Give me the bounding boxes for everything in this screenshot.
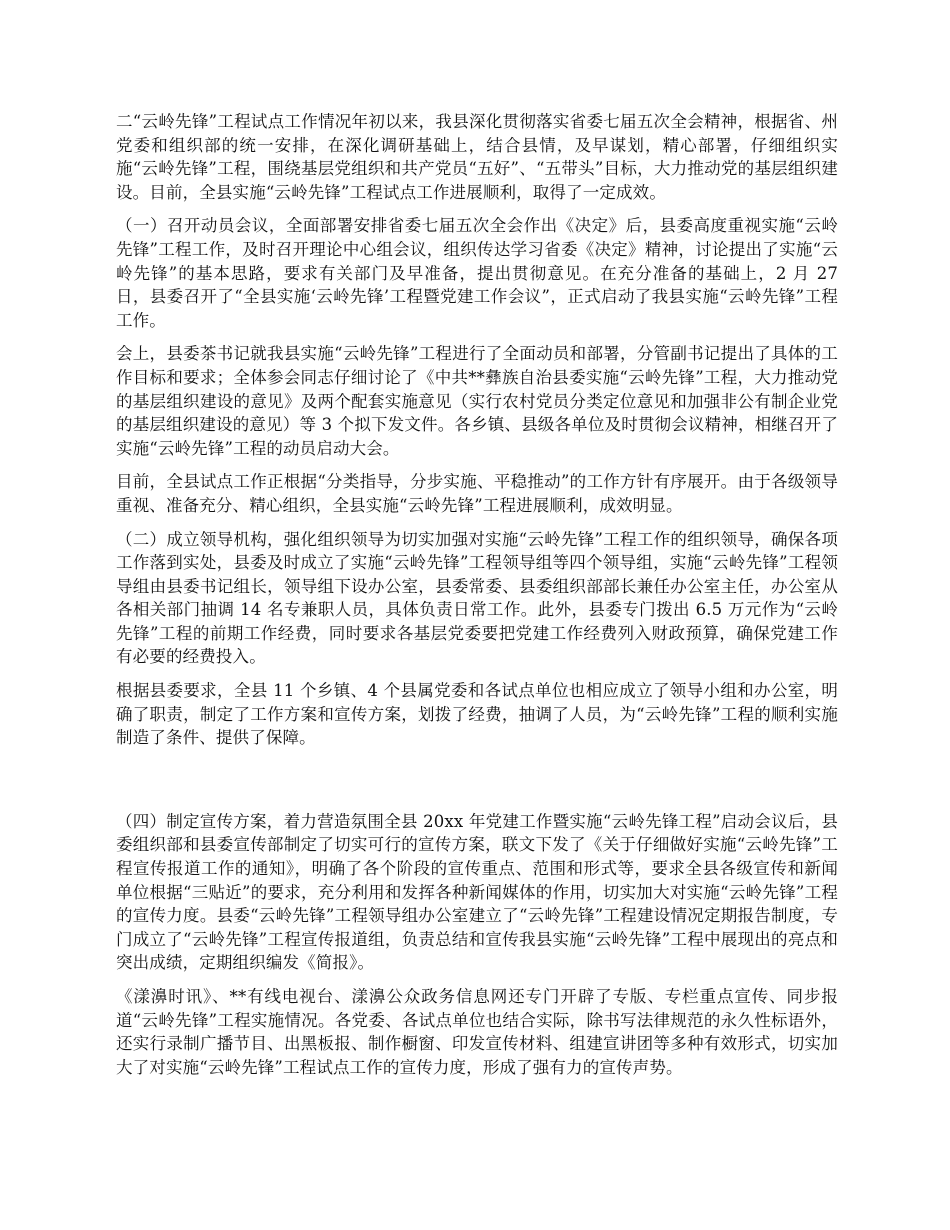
paragraph-section-1: （一）召开动员会议，全面部署安排省委七届五次全会作出《决定》后，县委高度重视实施“云岭先锋”工程工作，及时召开理论中心组会议，组织传达学习省委《决定》精神，讨论提出了实施“云岭先锋”的基本思路，要求有关部门及早准备，提出贯彻意见。在充分准备的基础上，2 月 27 日，县委召开了“全县实施‘云岭先锋’工程暨党建工作会议”，正式启动了我县实施“云岭先锋”工程工作。 bbox=[116, 216, 838, 330]
paragraph-section-2: （二）成立领导机构，强化组织领导为切实加强对实施“云岭先锋”工程工作的组织领导，确保各项工作落到实处，县委及时成立了实施“云岭先锋”工程领导组等四个领导组，实施“云岭先锋”工程领导组由县委书记组长，领导组下设办公室，县委常委、县委组织部部长兼任办公室主任，办公室从各相关部门抽调 14 名专兼职人员，具体负责日常工作。此外，县委专门拨出 6.5 万元作为“云岭先锋”工程的前期工作经费，同时要求各基层党委要把党建工作经费列入财政预算，确保党建工作有必要的经费投入。 bbox=[116, 529, 838, 667]
section-gap bbox=[116, 760, 838, 810]
paragraph-meeting: 会上，县委茶书记就我县实施“云岭先锋”工程进行了全面动员和部署，分管副书记提出了具体的工作目标和要求；全体参会同志仔细讨论了《中共**彝族自治县委实施“云岭先锋”工程，大力推动党的基层组织建设的意见》及两个配套实施意见（实行农村党员分类定位意见和加强非公有制企业党的基层组织建设的意见）等 3 个拟下发文件。各乡镇、县级各单位及时贯彻会议精神，相继召开了实施“云岭先锋”工程的动员启动大会。 bbox=[116, 344, 838, 458]
paragraph-progress: 目前，全县试点工作正根据“分类指导，分步实施、平稳推动”的工作方针有序展开。由于各级领导重视、准备充分、精心组织，全县实施“云岭先锋”工程进展顺利，成效明显。 bbox=[116, 472, 838, 515]
paragraph-section-4: （四）制定宣传方案，着力营造氛围全县 20xx 年党建工作暨实施“云岭先锋工程”启动会议后，县委组织部和县委宣传部制定了切实可行的宣传方案，联文下发了《关于仔细做好实施“云岭先锋”工程宣传报道工作的通知》，明确了各个阶段的宣传重点、范围和形式等，要求全县各级宣传和新闻单位根据“三贴近”的要求，充分利用和发挥各种新闻媒体的作用，切实加大对实施“云岭先锋”工程的宣传力度。县委“云岭先锋”工程领导组办公室建立了“云岭先锋”工程建设情况定期报告制度，专门成立了“云岭先锋”工程宣传报道组，负责总结和宣传我县实施“云岭先锋”工程中展现出的亮点和突出成绩，定期组织编发《简报》。 bbox=[116, 811, 838, 973]
paragraph-media: 《漾濞时讯》、**有线电视台、漾濞公众政务信息网还专门开辟了专版、专栏重点宣传、同步报道“云岭先锋”工程实施情况。各党委、各试点单位也结合实际，除书写法律规范的永久性标语外，还实行录制广播节目、出黑板报、制作橱窗、印发宣传材料、组建宣讲团等多种有效形式，切实加大了对实施“云岭先锋”工程试点工作的宣传力度，形成了强有力的宣传声势。 bbox=[116, 987, 838, 1077]
document-body bbox=[116, 110, 838, 1089]
paragraph-intro: 二“云岭先锋”工程试点工作情况年初以来，我县深化贯彻落实省委七届五次全会精神，根据省、州党委和组织部的统一安排，在深化调研基础上，结合县情，及早谋划，精心部署，仔细组织实施“云岭先锋”工程，围绕基层党组织和共产党员“五好”、“五带头”目标，大力推动党的基层组织建设。目前，全县实施“云岭先锋”工程试点工作进展顺利，取得了一定成效。 bbox=[116, 112, 838, 202]
paragraph-township: 根据县委要求，全县 11 个乡镇、4 个县属党委和各试点单位也相应成立了领导小组和办公室，明确了职责，制定了工作方案和宣传方案，划拨了经费，抽调了人员，为“云岭先锋”工程的顺利实施制造了条件、提供了保障。 bbox=[116, 681, 838, 748]
